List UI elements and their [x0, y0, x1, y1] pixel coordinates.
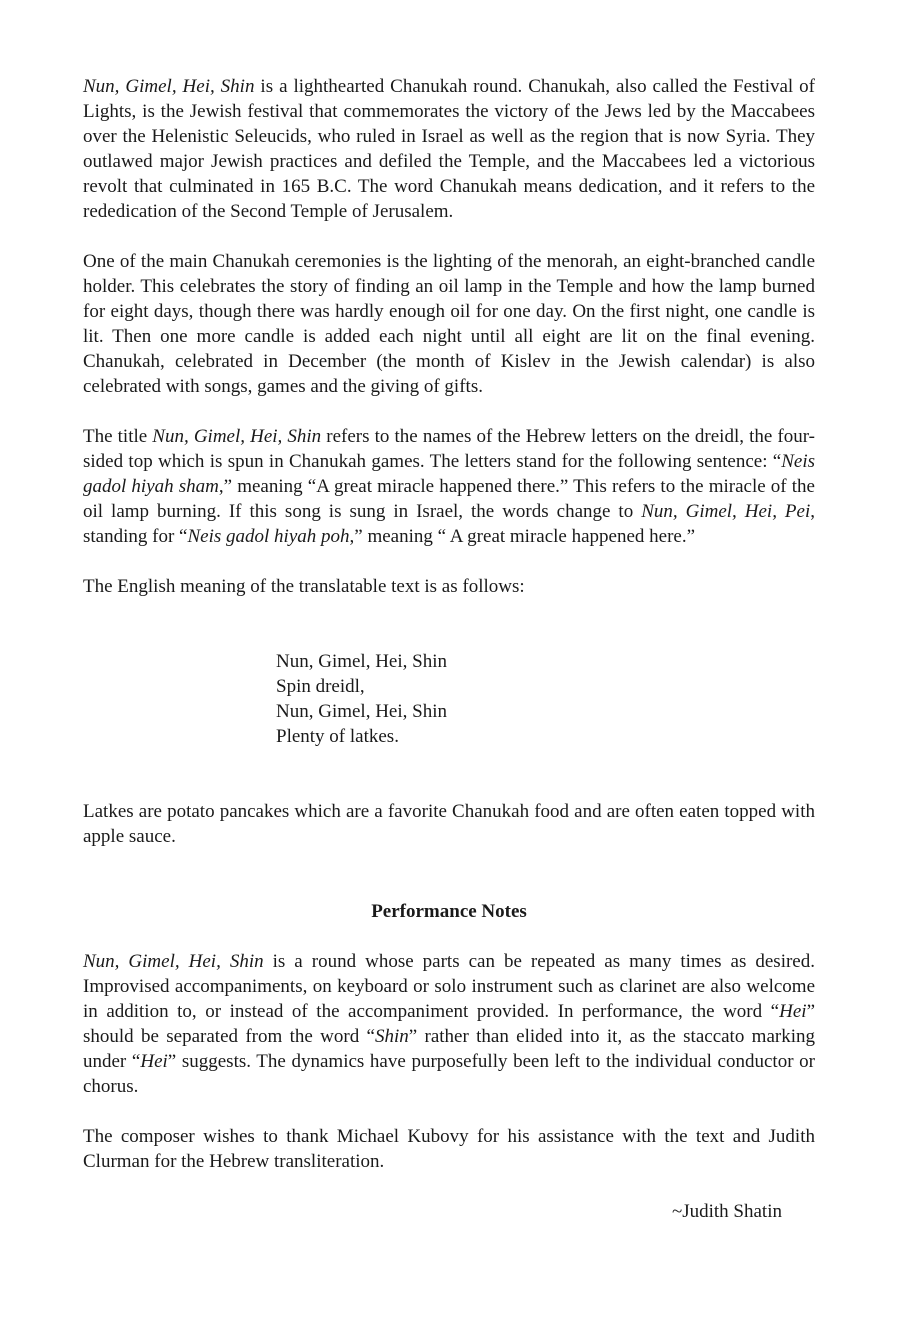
intro-paragraph-2: One of the main Chanukah ceremonies is the lighting of the menorah, an eight-branched candle holder. This celebrates the story of finding an oil lamp in the Temple and how the lamp burned for eight days, though there was hardly enough oil for one day. On the first night, one candle is lit. Then one more candle is added each night until all eight are lit on the final evening. Chanukah, celebrated in December (the month of Kislev in the Jewish calendar) is also celebrated with songs, games and the giving of gifts. [83, 251, 815, 397]
text-run: The title [83, 426, 153, 447]
text-run: ” suggests. The dynamics have purposefully been left to the individual conductor or chorus. [83, 1051, 815, 1097]
poem-line: Nun, Gimel, Hei, Shin [276, 651, 447, 672]
document-page [83, 74, 815, 1224]
song-title: Nun, Gimel, Hei, Shin [152, 426, 322, 447]
poem-line: Plenty of latkes. [276, 726, 399, 747]
song-title-israel: Nun, Gimel, Hei, Pei [641, 501, 811, 522]
text-run: is a round whose parts can be repeated as many times as desired. Improvised accompaniments, on keyboard or solo instrument such as clarinet are also welcome in addition to, or instead of the accompaniment provided. In performance, the word “ [83, 951, 815, 1022]
hebrew-phrase: Neis gadol hiyah poh [187, 526, 350, 547]
text-run: ” should be separated from the word “ [83, 1001, 815, 1047]
text-run: refers to the names of the Hebrew letters on the dreidl, the four-sided top which is spun in Chanukah games. The letters stand for the following sentence: “ [83, 426, 815, 472]
poem-line: Spin dreidl, [276, 676, 365, 697]
latkes-paragraph: Latkes are potato pancakes which are a favorite Chanukah food and are often eaten topped with apple sauce. [83, 801, 815, 847]
acknowledgement-paragraph: The composer wishes to thank Michael Kubovy for his assistance with the text and Judith Clurman for the Hebrew transliteration. [83, 1126, 815, 1172]
composer-signature: ~Judith Shatin [671, 1201, 782, 1222]
poem-line: Nun, Gimel, Hei, Shin [276, 701, 447, 722]
intro-paragraph-1 [83, 74, 815, 224]
intro-paragraph-1-text: is a lighthearted Chanukah round. Chanukah, also called the Festival of Lights, is the Jewish festival that commemorates the victory of the Jews led by the Maccabees over the Helenistic Seleucids, who ruled in Israel as well as the region that is now Syria. They outlawed major Jewish practices and defiled the Temple, and the Maccabees led a victorious revolt that culminated in 165 B.C. The word Chanukah means dedication, and it refers to the rededication of the Second Temple of Jerusalem. [83, 76, 815, 222]
translation-poem [276, 649, 815, 749]
text-run: ,” meaning “ A great miracle happened here.” [349, 526, 696, 547]
intro-paragraph-4: The English meaning of the translatable text is as follows: [83, 576, 525, 597]
word-shin: Shin [374, 1026, 409, 1047]
hebrew-phrase: Neis gadol hiyah sham [83, 451, 815, 497]
word-hei: Hei [779, 1001, 807, 1022]
song-title: Nun, Gimel, Hei, Shin [83, 76, 255, 97]
performance-notes-heading: Performance Notes [371, 901, 527, 922]
intro-paragraph-3 [83, 424, 815, 549]
word-hei: Hei [140, 1051, 168, 1072]
performance-paragraph-1 [83, 949, 815, 1099]
song-title: Nun, Gimel, Hei, Shin [83, 951, 264, 972]
text-run: , standing for “ [83, 501, 815, 547]
text-run: ,” meaning “A great miracle happened there.” This refers to the miracle of the oil lamp burning. If this song is sung in Israel, the words change to [83, 476, 815, 522]
text-run: ” rather than elided into it, as the staccato marking under “ [83, 1026, 815, 1072]
